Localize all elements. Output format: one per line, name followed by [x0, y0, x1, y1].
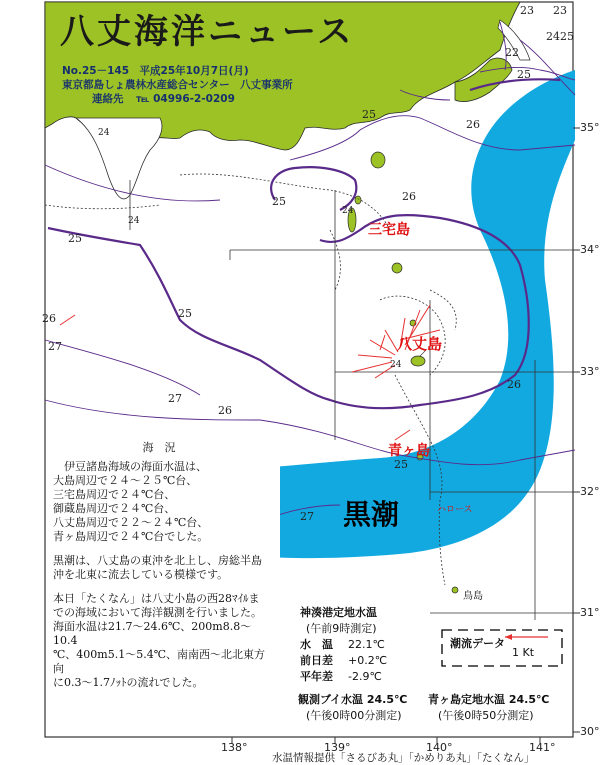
- water-temp-label: 水 温: [300, 638, 333, 651]
- sea-conditions-temps: 伊豆諸島海域の海面水温は、 大島周辺で２４～２５℃台、 三宅島周辺で２４℃台、 御蔵島周辺で２４℃台、 八丈島周辺で２２～２４℃台、 青ヶ島周辺で２４℃台でした。: [53, 460, 209, 543]
- island-oshima: [371, 152, 385, 168]
- lat-label-34: 34°: [580, 243, 600, 256]
- contour-label: 24: [390, 360, 402, 370]
- lat-label-35: 35°: [580, 121, 600, 134]
- contour-label: 25: [272, 195, 286, 208]
- aogashima-temp: 青ヶ島定地水温 24.5℃: [428, 693, 550, 706]
- contour-label: 25: [517, 68, 531, 81]
- data-credit: 水温情報提供「さるびあ丸」「かめりあ丸」「たくなん」: [272, 752, 535, 764]
- sea-conditions-survey: 本日「たくなん」は八丈小島の西28ﾏｲﾙま での海域において海洋観測を行いました。 海面水温は21.7～24.6℃、200m8.8～10.4 ℃、400m5.1～5.4℃、南南西～北北東方向 に0.3～1.7ﾉｯﾄの流れでした。: [53, 592, 266, 689]
- legend-speed: 1 Kt: [512, 646, 535, 659]
- aogashima-time: (午後0時50分測定): [438, 709, 534, 722]
- lon-label-139: 139°: [324, 741, 351, 754]
- contour-label: 24: [546, 30, 560, 43]
- island-miyake: [392, 263, 402, 273]
- contour-label: 23: [553, 4, 567, 17]
- legend-title: 潮流データ: [450, 637, 505, 650]
- contour-label: 24: [98, 128, 110, 138]
- contour-label: 25: [68, 232, 82, 245]
- water-temp-value: 22.1℃: [348, 638, 385, 651]
- contour-label: 22: [505, 46, 519, 59]
- organization-name: 東京都島しょ農林水産総合センター 八丈事業所: [62, 79, 293, 91]
- label-harosu: ハロース: [437, 505, 473, 515]
- normal-diff-value: -2.9℃: [348, 670, 382, 683]
- contour-label: 26: [466, 118, 480, 131]
- lat-label-30: 30°: [580, 725, 600, 738]
- label-hachijo: 八丈島: [397, 335, 443, 353]
- prev-day-diff-label: 前日差: [300, 654, 333, 667]
- issue-number-date: No.25－145 平成25年10月7日(月): [62, 65, 249, 77]
- kuroshio-label: 黒潮: [343, 498, 400, 531]
- contour-label: 25: [560, 30, 574, 43]
- contour-label: 27: [168, 392, 182, 405]
- sea-conditions-panel: [47, 456, 280, 720]
- contour-label: 27: [48, 340, 62, 353]
- contour-label: 23: [520, 4, 534, 17]
- prev-day-diff-value: +0.2℃: [348, 654, 388, 667]
- phone-number: ℡ 04996-2-0209: [136, 93, 235, 105]
- contour-label: 26: [42, 312, 56, 325]
- lon-label-141: 141°: [529, 741, 556, 754]
- buoy-time: (午後0時00分測定): [306, 709, 402, 722]
- kanagawa-station-time: (午前9時測定): [306, 622, 377, 635]
- contour-label: 26: [402, 190, 416, 203]
- lon-label-140: 140°: [426, 741, 453, 754]
- contour-label: 25: [362, 108, 376, 121]
- lat-label-31: 31°: [580, 606, 600, 619]
- island-hachijo: [411, 356, 425, 366]
- contour-label: 24: [128, 216, 140, 226]
- contour-label: 27: [300, 510, 314, 523]
- contour-label: 25: [394, 458, 408, 471]
- normal-diff-label: 平年差: [300, 670, 333, 683]
- page-title: 八丈海洋ニュース: [60, 12, 355, 52]
- kanagawa-station-panel: [300, 605, 387, 685]
- lon-label-138: 138°: [221, 741, 248, 754]
- island-torishima: [452, 587, 458, 593]
- label-aoga: 青ヶ島: [388, 443, 430, 459]
- contour-label: 24: [342, 206, 354, 216]
- contour-label: 26: [507, 378, 521, 391]
- island-shikine: [355, 196, 361, 204]
- contour-label: 26: [218, 404, 232, 417]
- lat-label-32: 32°: [580, 485, 600, 498]
- sea-conditions-kuroshio: 黒潮は、八丈島の東沖を北上し、房総半島 沖を北東に流去している模様です。: [53, 554, 262, 581]
- label-miyake: 三宅島: [368, 222, 410, 238]
- buoy-temp: 観測ブイ水温 24.5℃: [298, 693, 408, 706]
- contour-label: 25: [178, 307, 192, 320]
- sea-conditions-heading: 海 況: [130, 440, 188, 456]
- contact-label: 連絡先: [92, 93, 124, 105]
- lat-label-33: 33°: [580, 365, 600, 378]
- kanagawa-station-title: 神湊港定地水温: [300, 606, 377, 619]
- label-torishima: 鳥島: [463, 591, 483, 602]
